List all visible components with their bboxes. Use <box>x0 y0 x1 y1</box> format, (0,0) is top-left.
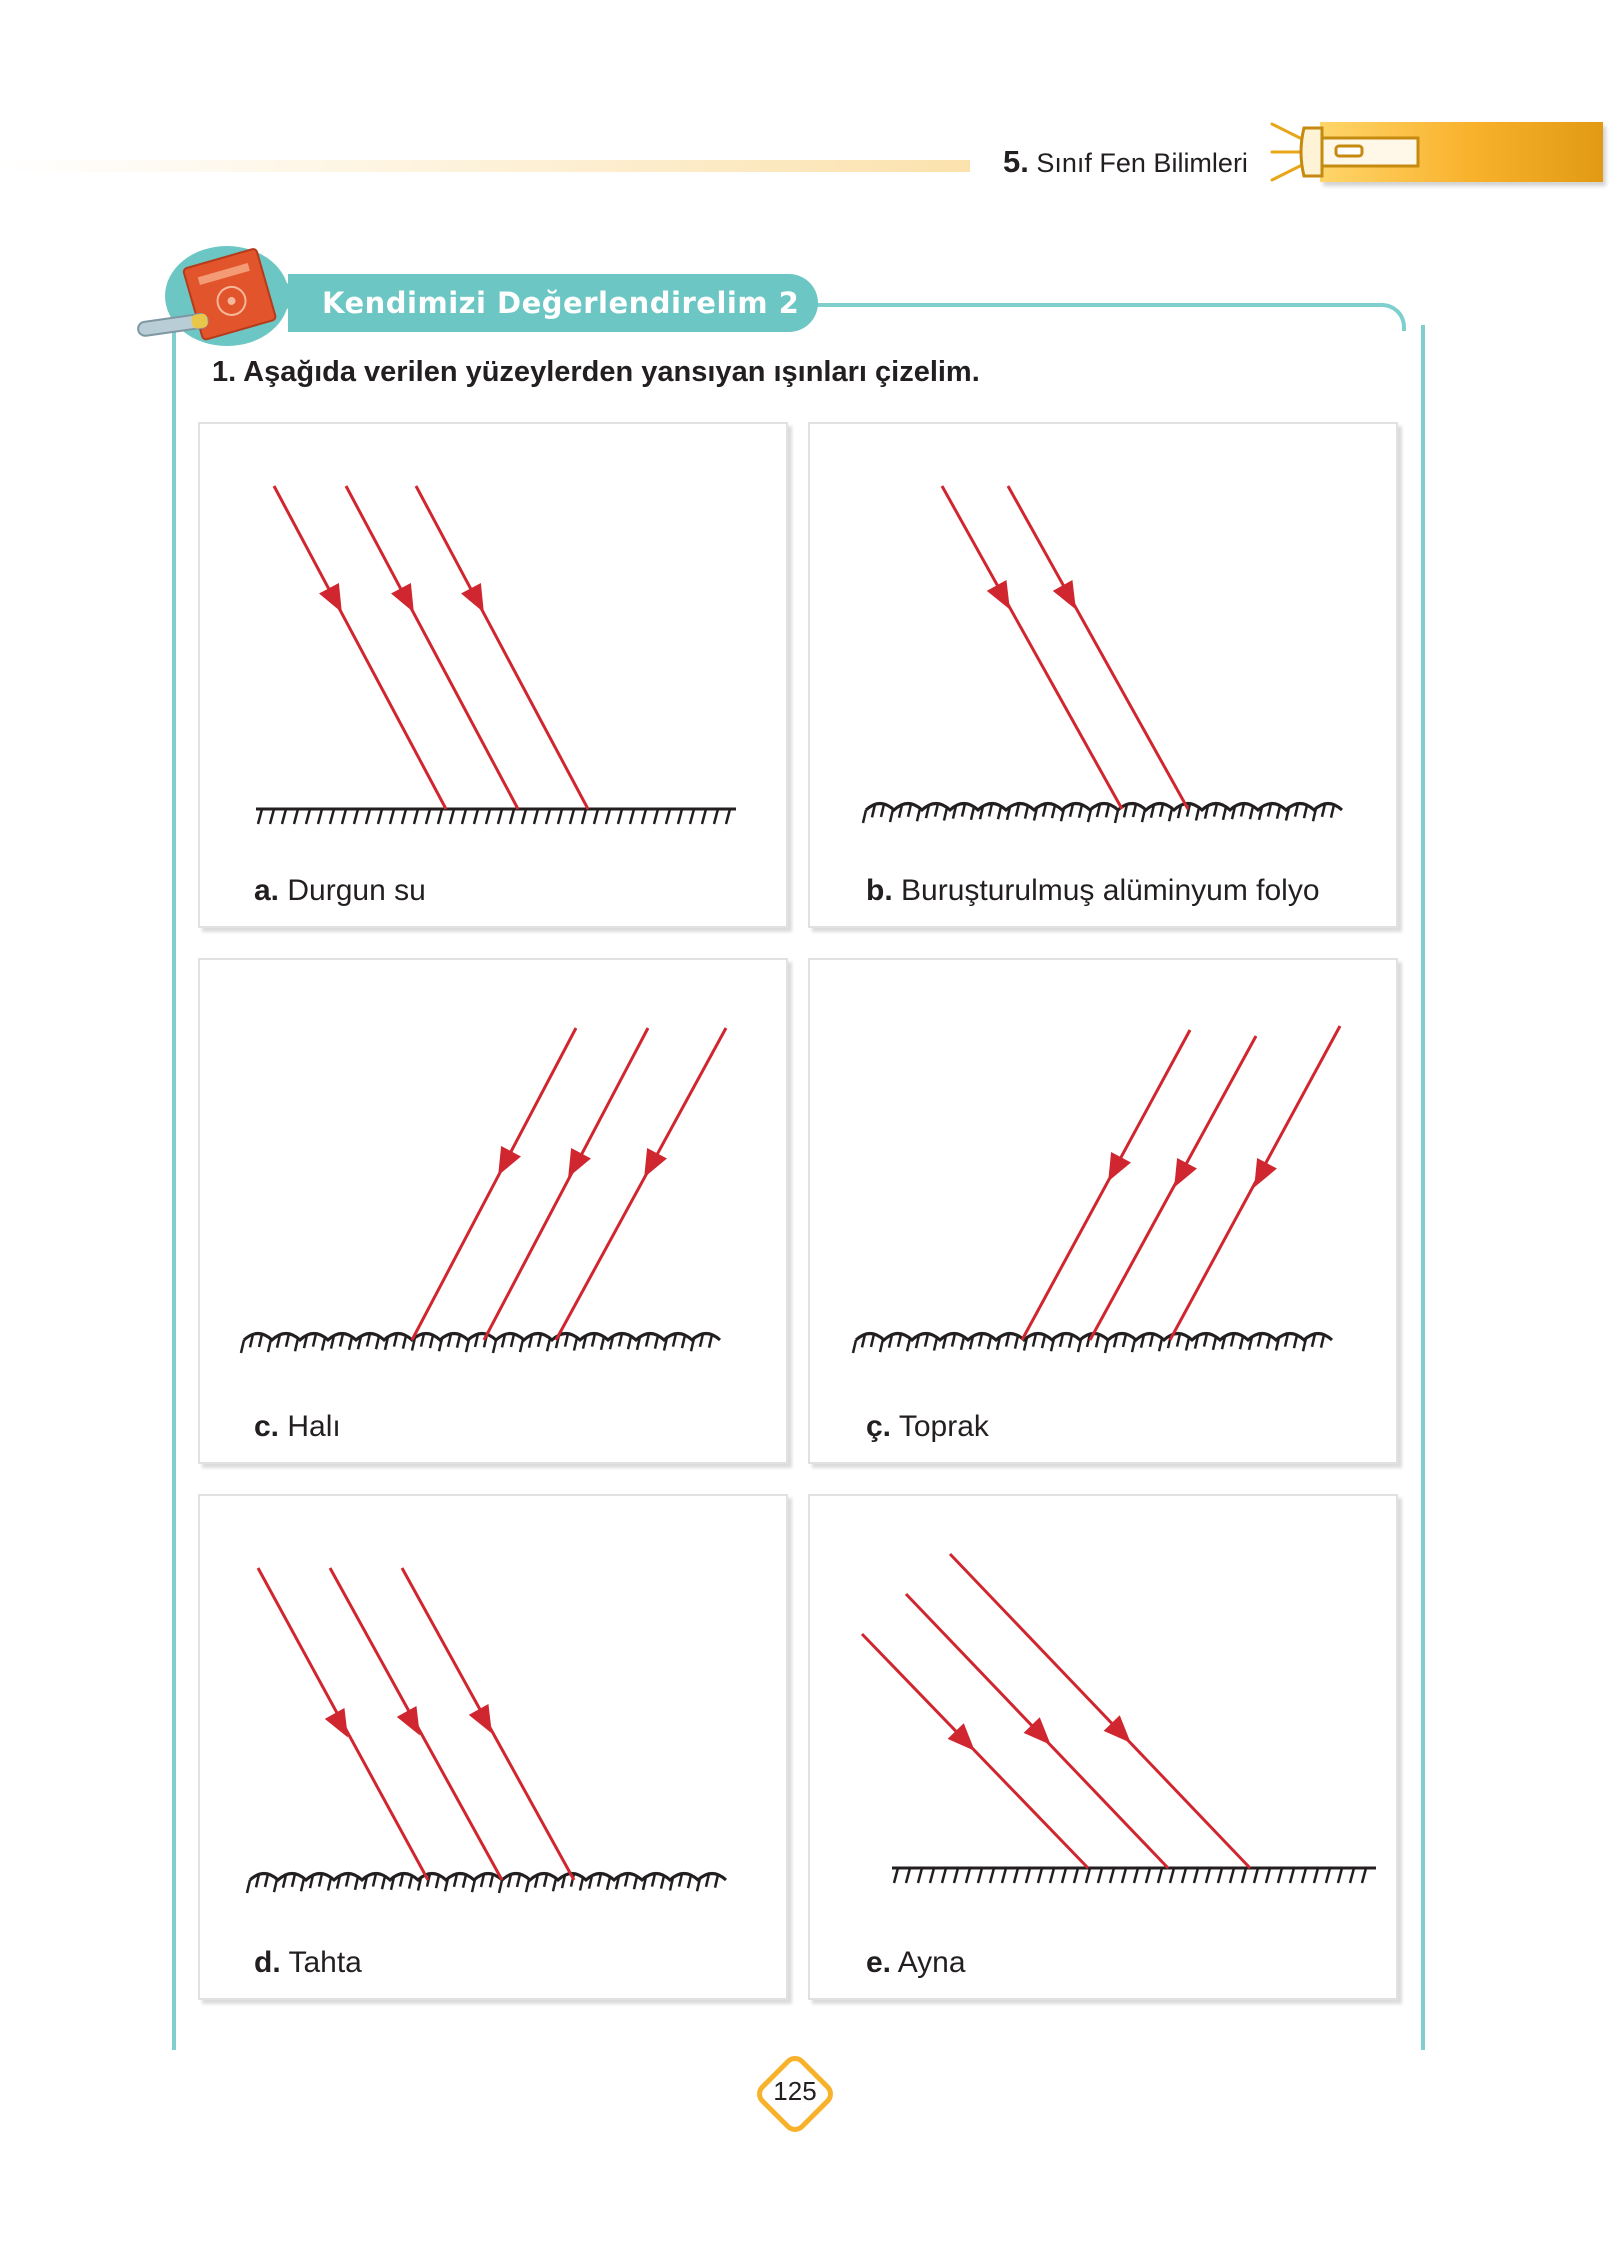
ray-2 <box>1090 1036 1256 1340</box>
surface-rough <box>863 804 1342 824</box>
ray-2 <box>330 1568 502 1880</box>
section-title: Kendimizi Değerlendirelim 2 <box>322 286 800 320</box>
caption-label: Halı <box>287 1410 341 1443</box>
incident-rays <box>862 1554 1250 1868</box>
diagram-c <box>200 960 786 1462</box>
ray-1 <box>1022 1030 1190 1340</box>
page-number: 125 <box>773 2076 817 2106</box>
ray-2 <box>1008 486 1188 809</box>
ray-3 <box>556 1028 726 1340</box>
incident-rays <box>942 486 1188 809</box>
caption-letter: ç. <box>866 1410 892 1443</box>
panel-c <box>198 958 788 1464</box>
caption-label: Toprak <box>898 1410 989 1443</box>
book-icon <box>132 244 322 349</box>
header-strip <box>0 160 970 172</box>
diagram-b <box>810 424 1396 926</box>
ray-1 <box>274 486 446 809</box>
ray-1 <box>412 1028 576 1340</box>
incident-rays <box>1022 1026 1340 1340</box>
panel-e <box>808 1494 1398 2000</box>
surface-smooth <box>256 809 736 824</box>
surface-rough <box>241 1334 720 1354</box>
ray-3 <box>416 486 588 809</box>
incident-rays <box>258 1568 574 1880</box>
section-frame-left <box>172 325 176 2050</box>
panel-b <box>808 422 1398 928</box>
caption-letter: e. <box>866 1946 892 1979</box>
surface-smooth <box>892 1868 1376 1883</box>
caption-label: Buruşturulmuş alüminyum folyo <box>901 874 1320 907</box>
ray-2 <box>906 1594 1168 1868</box>
section-frame-right <box>1421 325 1425 2050</box>
caption-d <box>254 1946 362 1980</box>
surface-rough <box>247 1874 726 1894</box>
diagram-cc <box>810 960 1396 1462</box>
section-frame-top <box>810 303 1406 331</box>
diagram-d <box>200 1496 786 1998</box>
panel-a <box>198 422 788 928</box>
caption-label: Tahta <box>288 1946 362 1979</box>
ray-2 <box>484 1028 648 1340</box>
incident-rays <box>412 1028 726 1340</box>
panel-d <box>198 1494 788 2000</box>
caption-cc <box>866 1410 989 1444</box>
ray-3 <box>1170 1026 1340 1340</box>
caption-a <box>254 874 426 908</box>
header-title <box>1003 144 1248 180</box>
ray-3 <box>950 1554 1250 1868</box>
diagram-e <box>810 1496 1396 1998</box>
diagram-a <box>200 424 786 926</box>
flashlight-icon <box>1270 112 1430 192</box>
grade-number: 5. <box>1003 144 1029 179</box>
caption-letter: d. <box>254 1946 281 1979</box>
caption-label: Durgun su <box>287 874 426 907</box>
caption-label: Ayna <box>897 1946 966 1979</box>
caption-b <box>866 874 1320 908</box>
incident-rays <box>274 486 588 809</box>
ray-2 <box>346 486 518 809</box>
caption-c <box>254 1410 341 1444</box>
caption-letter: b. <box>866 874 893 907</box>
caption-letter: a. <box>254 874 280 907</box>
panel-cc <box>808 958 1398 1464</box>
ray-3 <box>402 1568 574 1880</box>
question-text: 1. Aşağıda verilen yüzeylerden yansıyan ışınları çizelim. <box>212 356 980 388</box>
subject-name: Sınıf Fen Bilimleri <box>1036 148 1248 178</box>
ray-1 <box>258 1568 428 1880</box>
caption-e <box>866 1946 966 1980</box>
caption-letter: c. <box>254 1410 280 1443</box>
ray-1 <box>942 486 1122 809</box>
